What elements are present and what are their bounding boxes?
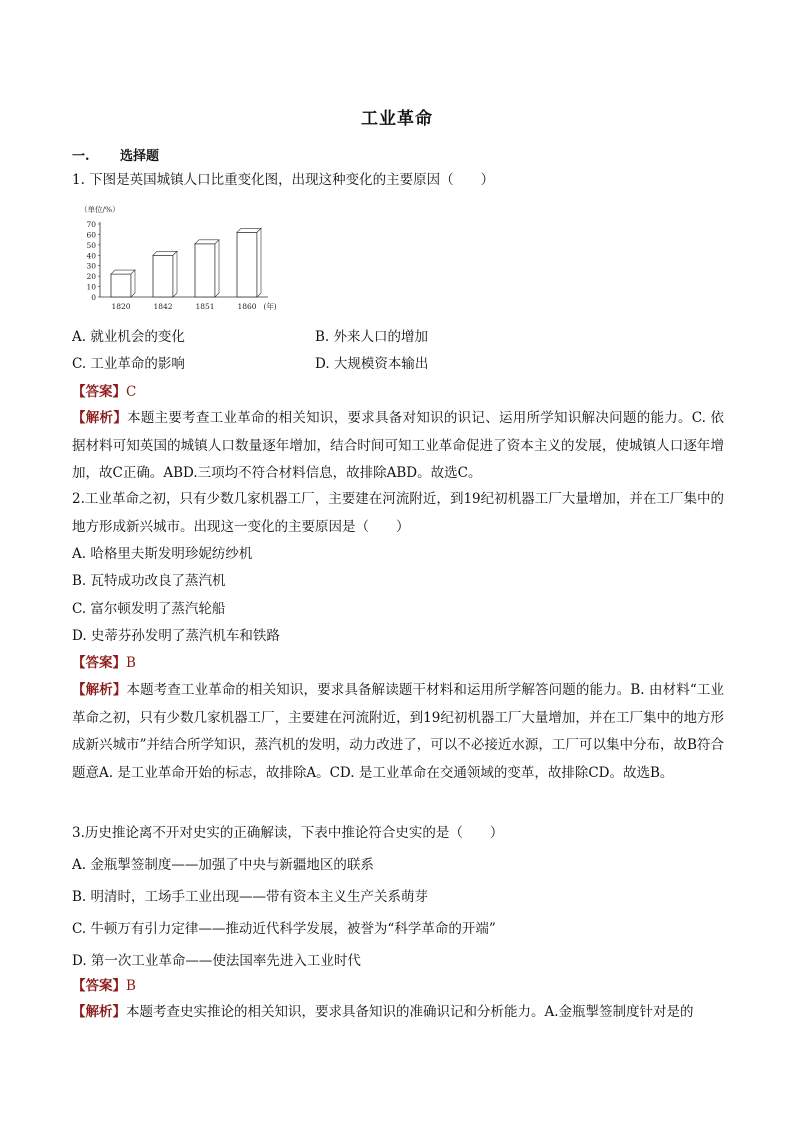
chart-y-tick-label: 60: [86, 230, 96, 240]
q2-option-a: A. 哈格里夫斯发明珍妮纺纱机: [72, 546, 253, 562]
chart-y-tick-label: 10: [86, 282, 96, 292]
chart-y-tick-label: 70: [86, 220, 96, 229]
chart-y-tick-label: 50: [86, 240, 96, 250]
chart-bar-side: [131, 270, 135, 297]
chart-unit-label: （单位/%）: [80, 205, 120, 214]
answer-tag: 【答案】: [72, 655, 126, 671]
q2-stem: [72, 486, 724, 541]
q3-stem: 3.历史推论离不开对史实的正确解读，下表中推论符合史实的是（ ）: [72, 825, 504, 841]
q2-option-c: C. 富尔顿发明了蒸汽轮船: [72, 601, 226, 617]
q2-stem-text: 2.工业革命之初，只有少数几家机器工厂，主要建在河流附近，到19纪初机器工厂大量增加，并在工厂集中的地方形成新兴城市。出现这一变化的主要原因是（ ）: [72, 491, 724, 535]
chart-x-tick-label: 1851: [195, 302, 215, 311]
chart-bar: [111, 274, 131, 297]
chart-y-tick-label: 30: [86, 261, 96, 271]
answer-value: C: [126, 384, 137, 400]
section-heading: [72, 148, 732, 166]
chart-y-tick-label: 40: [86, 251, 96, 261]
chart-bar-side: [173, 251, 177, 297]
q3-analysis: [72, 1003, 732, 1021]
chart-x-tick-label: 1842: [153, 302, 173, 311]
chart-bar-side: [215, 240, 219, 297]
answer-value: B: [126, 655, 136, 671]
q3-answer: [72, 977, 732, 995]
q2-option-b: B. 瓦特成功改良了蒸汽机: [72, 573, 226, 589]
analysis-tag: 【解析】: [72, 410, 128, 426]
analysis-tag: 【解析】: [72, 682, 127, 698]
q1-option-b: B. 外来人口的增加: [315, 329, 429, 345]
answer-value: B: [126, 978, 136, 994]
q1-option-d: D. 大规模资本输出: [315, 356, 429, 372]
section-label: 选择题: [120, 149, 160, 164]
chart-bar: [237, 232, 257, 297]
answer-tag: 【答案】: [72, 384, 126, 400]
analysis-text: 本题主要考查工业革命的相关知识，要求具备对知识的识记、运用所学知识解决问题的能力。C. 依据材料可知英国的城镇人口数量逐年增加，结合时间可知工业革命促进了资本主义的发展，使城镇人口逐年增加，故C正确。ABD.三项均不符合材料信息，故排除ABD。故选C。: [72, 410, 724, 481]
chart-bar: [195, 244, 215, 297]
q1-option-a: A. 就业机会的变化: [72, 329, 185, 345]
chart-y-tick-label: 20: [86, 272, 96, 282]
chart-x-unit-label: (年): [263, 302, 277, 311]
page-title: 工业革命: [361, 109, 433, 129]
q1-stem: 1. 下图是英国城镇人口比重变化图，出现这种变化的主要原因（ ）: [72, 172, 495, 188]
chart-bar: [153, 255, 173, 297]
section-number: 一.: [72, 149, 90, 164]
chart-x-tick-label: 1860: [237, 302, 257, 311]
urban-population-bar-chart: [78, 200, 288, 320]
q3-option-a: A. 金瓶掣签制度——加强了中央与新疆地区的联系: [72, 857, 374, 873]
q2-analysis: [72, 677, 724, 787]
q3-option-c: C. 牛顿万有引力定律——推动近代科学发展，被誉为“科学革命的开端”: [72, 921, 496, 937]
q1-analysis: [72, 405, 724, 488]
q1-answer: [72, 383, 732, 401]
analysis-text: 本题考查史实推论的相关知识，要求具备知识的准确识记和分析能力。A.金瓶掣签制度针对是的: [126, 1004, 694, 1020]
q1-option-c: C. 工业革命的影响: [72, 356, 185, 372]
chart-bar-side: [257, 228, 261, 297]
q2-answer: [72, 654, 732, 672]
q3-option-d: D. 第一次工业革命——使法国率先进入工业时代: [72, 953, 361, 969]
chart-y-tick-label: 0: [91, 293, 96, 302]
analysis-tag: 【解析】: [72, 1004, 126, 1020]
analysis-text: 本题考查工业革命的相关知识，要求具备解读题干材料和运用所学解答问题的能力。B. 由材料“工业革命之初，只有少数几家机器工厂，主要建在河流附近，到19纪初机器工厂大量增加，并在工厂集中的地方形成新兴城市”并结合所学知识，蒸汽机的发明，动力改进了，可以不必接近水源，工厂可以集中分布，故B符合题意A. 是工业革命开始的标志，故排除A。CD. 是工业革命在交通领域的变革，故排除CD。故选B。: [72, 682, 725, 781]
q1-options-row-2: [72, 355, 732, 373]
q1-options-row-1: [72, 328, 732, 346]
q2-option-d: D. 史蒂芬孙发明了蒸汽机车和铁路: [72, 628, 280, 644]
q3-option-b: B. 明清时，工场手工业出现——带有资本主义生产关系萌芽: [72, 889, 429, 905]
answer-tag: 【答案】: [72, 978, 126, 994]
chart-x-tick-label: 1820: [111, 302, 131, 311]
